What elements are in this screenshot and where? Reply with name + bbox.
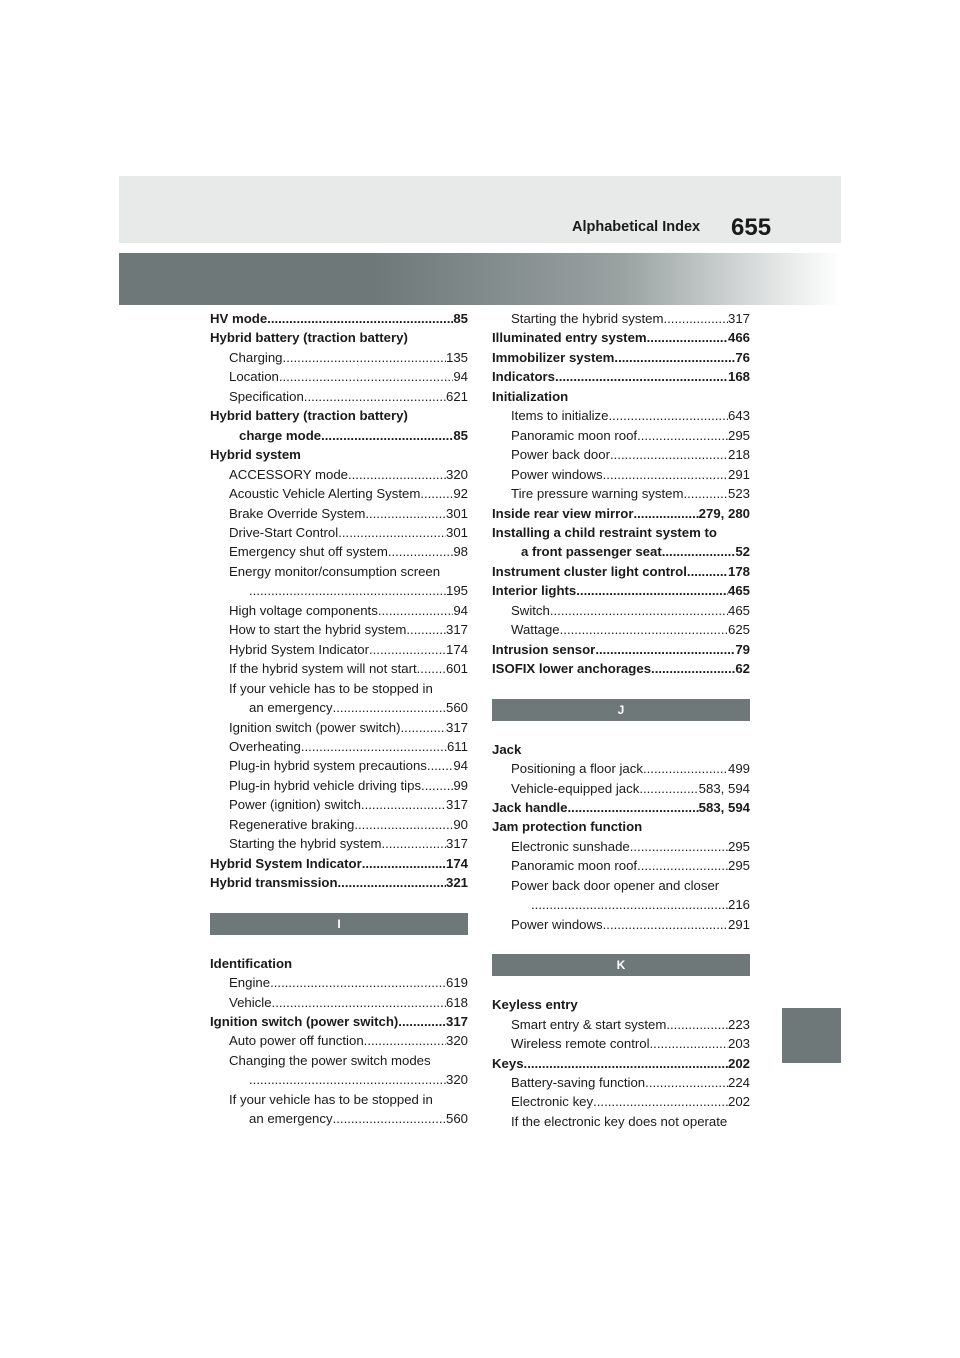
index-entry — [210, 367, 468, 386]
index-entry-page[interactable]: 279, 280 — [698, 505, 750, 521]
index-entry-page[interactable]: 625 — [727, 622, 750, 638]
index-entry — [492, 328, 750, 347]
index-entry-page[interactable]: 317 — [445, 797, 468, 813]
dot-leader — [610, 445, 728, 464]
index-entry-term: Plug-in hybrid system precautions — [229, 758, 427, 774]
spacer — [492, 934, 750, 954]
dot-leader — [338, 873, 446, 892]
index-entry-page[interactable]: 317 — [727, 311, 750, 326]
index-entry-page[interactable]: 583, 594 — [698, 799, 750, 815]
spacer — [492, 679, 750, 699]
index-entry-term: Hybrid battery (traction battery) — [210, 330, 408, 346]
index-entry — [210, 834, 468, 853]
index-entry-page[interactable]: 85 — [453, 427, 468, 443]
index-entry-term: Changing the power switch modes — [229, 1052, 431, 1068]
right-entries-list — [492, 309, 750, 679]
index-entry-term: Jack handle — [492, 799, 568, 815]
dot-leader — [650, 1034, 728, 1053]
dot-leader — [417, 659, 446, 678]
index-entry-page[interactable]: 499 — [727, 761, 750, 777]
index-entry-page[interactable]: 178 — [727, 563, 750, 579]
index-entry — [492, 523, 750, 542]
index-entry-term: Installing a child restraint system to — [492, 524, 717, 540]
index-entry-term: an emergency — [249, 700, 333, 716]
index-entry-term: HV mode — [210, 311, 268, 326]
dot-leader — [369, 640, 446, 659]
index-entry-term: If the hybrid system will not start — [229, 661, 417, 677]
index-entry-page[interactable]: 202 — [727, 1055, 750, 1071]
index-entry — [492, 856, 750, 875]
index-entry — [210, 562, 468, 581]
index-entry-page[interactable]: 465 — [727, 602, 750, 618]
section-header-k: K — [492, 954, 750, 976]
dot-leader — [421, 776, 453, 795]
dot-leader — [555, 367, 728, 386]
index-entry — [210, 640, 468, 659]
index-entry-page[interactable]: 301 — [445, 524, 468, 540]
dot-leader — [338, 523, 446, 542]
index-entry — [210, 1012, 468, 1031]
index-entry — [210, 873, 468, 892]
index-entry-term: Power windows — [511, 916, 603, 932]
index-entry-term: a front passenger seat — [521, 544, 662, 560]
index-entry-term: Acoustic Vehicle Alerting System — [229, 486, 421, 502]
index-entry-term: If your vehicle has to be stopped in — [229, 680, 433, 696]
index-entry-page[interactable]: 218 — [727, 447, 750, 463]
index-entry-page[interactable]: 560 — [445, 1111, 468, 1127]
index-entry-term: Intrusion sensor — [492, 641, 596, 657]
spacer — [492, 976, 750, 995]
index-entry-term: Plug-in hybrid vehicle driving tips — [229, 777, 422, 793]
dot-leader — [272, 993, 446, 1012]
index-entry — [210, 1051, 468, 1070]
index-entry — [492, 915, 750, 934]
index-entry — [210, 1031, 468, 1050]
section-header-i: I — [210, 913, 468, 935]
page-title: Alphabetical Index — [572, 219, 701, 235]
index-entry-term: charge mode — [239, 427, 322, 443]
index-entry — [492, 1054, 750, 1073]
index-entry-term: Vehicle — [229, 994, 272, 1010]
index-entry-page[interactable]: 317 — [445, 719, 468, 735]
index-entry-page[interactable]: 320 — [445, 1072, 468, 1088]
dot-leader — [663, 309, 728, 328]
page-number: 655 — [731, 214, 772, 241]
index-entry-page[interactable]: 94 — [453, 602, 468, 618]
index-entry — [210, 426, 468, 445]
index-entry-page[interactable]: 92 — [453, 486, 468, 502]
index-entry-term: Emergency shut off system — [229, 544, 388, 560]
index-entry-term: an emergency — [249, 1111, 333, 1127]
dot-leader — [614, 348, 735, 367]
index-entry — [492, 426, 750, 445]
dot-leader — [321, 426, 453, 445]
index-entry — [492, 601, 750, 620]
index-entry-term: Energy monitor/consumption screen — [229, 563, 441, 579]
index-entry-page[interactable]: 76 — [735, 349, 750, 365]
dot-leader — [406, 620, 446, 639]
dot-leader — [333, 698, 446, 717]
index-entry-term: Immobilizer system — [492, 349, 615, 365]
index-entry — [210, 737, 468, 756]
dot-leader — [361, 795, 446, 814]
dot-leader — [651, 659, 735, 678]
index-entry-page[interactable]: 523 — [727, 486, 750, 502]
dot-leader — [637, 856, 728, 875]
dot-leader — [683, 484, 728, 503]
index-entry-page[interactable]: 560 — [445, 700, 468, 716]
index-entry-term: Ignition switch (power switch) — [210, 1013, 399, 1029]
index-entry-page[interactable]: 618 — [445, 994, 468, 1010]
index-entry — [492, 1015, 750, 1034]
section-i-entries-list — [210, 954, 468, 1129]
index-entry-term: Engine — [229, 975, 271, 991]
index-entry-term: Hybrid system — [210, 447, 301, 463]
index-entry-term: Wireless remote control — [511, 1036, 650, 1052]
index-entry — [492, 1112, 750, 1131]
index-entry — [210, 348, 468, 367]
index-entry-page[interactable]: 295 — [727, 858, 750, 874]
dot-leader — [603, 915, 728, 934]
index-entry — [492, 562, 750, 581]
dot-leader — [249, 581, 446, 600]
dot-leader — [348, 465, 446, 484]
dot-leader — [643, 759, 728, 778]
index-entry — [210, 973, 468, 992]
index-entry-term: Hybrid System Indicator — [210, 855, 362, 871]
index-entry — [492, 387, 750, 406]
index-entry-page[interactable]: 94 — [453, 369, 468, 385]
index-entry-term: Wattage — [511, 622, 560, 638]
dot-leader — [645, 1073, 728, 1092]
index-entry-page[interactable]: 317 — [445, 1013, 468, 1029]
index-entry-page[interactable]: 195 — [445, 583, 468, 599]
index-entry — [210, 1109, 468, 1128]
index-entry — [210, 679, 468, 698]
index-entry-term: Vehicle-equipped jack — [511, 780, 640, 796]
index-entry — [492, 445, 750, 464]
index-entry — [492, 798, 750, 817]
index-entry-page[interactable]: 583, 594 — [698, 780, 750, 796]
index-entry — [210, 1070, 468, 1089]
index-entry — [492, 640, 750, 659]
index-entry-term: Panoramic moon roof — [511, 858, 638, 874]
index-entry-term: Charging — [229, 349, 283, 365]
dot-leader — [662, 542, 736, 561]
index-entry-page[interactable]: 295 — [727, 838, 750, 854]
index-entry — [492, 779, 750, 798]
chapter-side-tab — [782, 1008, 841, 1063]
section-j-entries-list — [492, 740, 750, 935]
index-entry-term: If the electronic key does not operate — [511, 1113, 728, 1129]
index-entry-page[interactable]: 291 — [727, 916, 750, 932]
dot-leader — [595, 640, 735, 659]
index-entry-page[interactable]: 643 — [727, 408, 750, 424]
index-entry-page[interactable]: 174 — [445, 855, 468, 871]
index-entry — [492, 740, 750, 759]
index-entry-term: ISOFIX lower anchorages — [492, 661, 652, 677]
index-entry-page[interactable]: 465 — [727, 583, 750, 599]
index-entry-term: Power windows — [511, 466, 603, 482]
dot-leader — [398, 1012, 446, 1031]
index-entry — [210, 523, 468, 542]
index-entry-page[interactable]: 216 — [727, 897, 750, 913]
index-entry — [210, 954, 468, 973]
index-entry-term: Starting the hybrid system — [229, 836, 382, 852]
index-entry — [492, 759, 750, 778]
index-entry-term: Smart entry & start system — [511, 1016, 667, 1032]
index-entry-term: Electronic key — [511, 1094, 594, 1110]
index-entry-page[interactable]: 202 — [727, 1094, 750, 1110]
index-entry-page[interactable]: 203 — [727, 1036, 750, 1052]
dot-leader — [301, 737, 447, 756]
index-entry — [210, 504, 468, 523]
index-entry-page[interactable]: 291 — [727, 466, 750, 482]
index-entry — [492, 620, 750, 639]
dot-leader — [333, 1109, 446, 1128]
index-entry — [492, 895, 750, 914]
index-entry — [492, 817, 750, 836]
index-entry-term: Jam protection function — [492, 819, 643, 835]
dot-leader — [560, 620, 728, 639]
dot-leader — [267, 309, 453, 328]
index-entry — [492, 1092, 750, 1111]
index-entry-page[interactable]: 62 — [735, 661, 750, 677]
index-entry — [210, 309, 468, 328]
index-entry — [492, 484, 750, 503]
index-entry — [492, 837, 750, 856]
index-entry-term: Interior lights — [492, 583, 577, 599]
dot-leader — [378, 601, 454, 620]
index-entry — [210, 328, 468, 347]
index-entry-term: Hybrid battery (traction battery) — [210, 408, 408, 424]
index-entry-page[interactable]: 168 — [727, 369, 750, 385]
dot-leader — [531, 895, 728, 914]
index-entry-term: Power (ignition) switch — [229, 797, 361, 813]
dot-leader — [568, 798, 699, 817]
index-entry-term: Starting the hybrid system — [511, 311, 664, 326]
index-column-right — [492, 309, 750, 1131]
index-entry-page[interactable]: 94 — [453, 758, 468, 774]
index-entry-page[interactable]: 601 — [445, 661, 468, 677]
dot-leader — [633, 504, 698, 523]
dot-leader — [283, 348, 446, 367]
index-entry-page[interactable]: 466 — [727, 330, 750, 346]
index-entry — [210, 776, 468, 795]
dot-leader — [647, 328, 728, 347]
index-entry-term: Specification — [229, 388, 304, 404]
index-entry-page[interactable]: 619 — [445, 975, 468, 991]
index-entry-page[interactable]: 317 — [445, 836, 468, 852]
index-entry — [210, 484, 468, 503]
index-entry-page[interactable]: 85 — [453, 311, 468, 326]
index-entry-page[interactable]: 321 — [445, 875, 468, 891]
index-entry — [492, 542, 750, 561]
index-entry-term: Instrument cluster light control — [492, 563, 687, 579]
index-entry — [210, 659, 468, 678]
index-entry-page[interactable]: 611 — [446, 738, 468, 754]
dot-leader — [576, 581, 728, 600]
index-entry — [492, 1073, 750, 1092]
index-entry-term: Battery-saving function — [511, 1074, 646, 1090]
index-entry — [210, 465, 468, 484]
dot-leader — [637, 426, 728, 445]
index-entry — [492, 367, 750, 386]
index-entry — [492, 659, 750, 678]
index-entry-term: How to start the hybrid system — [229, 622, 407, 638]
index-entry-term: Keyless entry — [492, 997, 578, 1013]
index-entry-term: Keys — [492, 1055, 524, 1071]
dot-leader — [249, 1070, 446, 1089]
spacer — [210, 893, 468, 913]
dot-leader — [304, 387, 446, 406]
index-entry — [492, 465, 750, 484]
index-entry-term: Auto power off function — [229, 1033, 364, 1049]
dot-leader — [365, 504, 446, 523]
index-entry — [492, 504, 750, 523]
index-entry-term: Initialization — [492, 388, 569, 404]
index-entry-page[interactable]: 301 — [445, 505, 468, 521]
index-entry-term: Hybrid transmission — [210, 875, 338, 891]
index-entry — [210, 620, 468, 639]
dot-leader — [603, 465, 728, 484]
index-entry-term: Brake Override System — [229, 505, 366, 521]
index-entry — [210, 718, 468, 737]
dot-leader — [362, 854, 446, 873]
index-entry-term: Hybrid System Indicator — [229, 641, 369, 657]
index-entry — [210, 542, 468, 561]
dot-leader — [354, 815, 453, 834]
dot-leader — [381, 834, 446, 853]
dot-leader — [687, 562, 728, 581]
index-entry — [492, 876, 750, 895]
spacer — [492, 721, 750, 740]
index-entry — [210, 698, 468, 717]
index-entry-page[interactable]: 317 — [445, 622, 468, 638]
index-entry-term: Regenerative braking — [229, 816, 355, 832]
index-entry — [210, 445, 468, 464]
dot-leader — [388, 542, 454, 561]
index-entry-term: Indicators — [492, 369, 556, 385]
dot-leader — [270, 973, 446, 992]
index-entry-term: Inside rear view mirror — [492, 505, 634, 521]
index-entry-term: Positioning a floor jack — [511, 761, 643, 777]
index-entry — [210, 756, 468, 775]
index-entry-term: ACCESSORY mode — [229, 466, 348, 482]
index-entry — [492, 309, 750, 328]
index-entry-page[interactable]: 98 — [453, 544, 468, 560]
index-entry-term: Items to initialize — [511, 408, 609, 424]
dot-leader — [364, 1031, 446, 1050]
dot-leader — [420, 484, 453, 503]
index-entry-term: Identification — [210, 955, 293, 971]
index-entry — [492, 1034, 750, 1053]
index-entry — [492, 995, 750, 1014]
dot-leader — [279, 367, 453, 386]
index-entry-term: Power back door — [511, 447, 610, 463]
index-entry-page[interactable]: 99 — [453, 777, 468, 793]
dot-leader — [550, 601, 728, 620]
index-entry-term: Electronic sunshade — [511, 838, 630, 854]
index-entry-term: Power back door opener and closer — [511, 877, 720, 893]
dot-leader — [639, 779, 698, 798]
index-entry-page[interactable]: 135 — [445, 349, 468, 365]
index-column-left — [210, 309, 468, 1129]
index-entry-page[interactable]: 223 — [727, 1016, 750, 1032]
index-entry — [210, 406, 468, 425]
index-entry-page[interactable]: 174 — [445, 641, 468, 657]
section-k-entries-list — [492, 995, 750, 1131]
index-entry — [210, 815, 468, 834]
index-entry-term: Ignition switch (power switch) — [229, 719, 401, 735]
index-entry-term: Switch — [511, 602, 550, 618]
index-entry-term: Tire pressure warning system — [511, 486, 684, 502]
index-entry — [210, 581, 468, 600]
index-entry — [210, 795, 468, 814]
index-entry-term: Jack — [492, 741, 522, 757]
index-entry-page[interactable]: 320 — [445, 466, 468, 482]
dot-leader — [524, 1054, 728, 1073]
index-entry-page[interactable]: 90 — [453, 816, 468, 832]
index-entry — [210, 601, 468, 620]
spacer — [210, 935, 468, 954]
index-entry — [210, 993, 468, 1012]
index-entry — [492, 581, 750, 600]
dot-leader — [401, 718, 446, 737]
dot-leader — [427, 756, 453, 775]
left-entries-list — [210, 309, 468, 893]
index-entry-term: Overheating — [229, 738, 301, 754]
index-entry-page[interactable]: 79 — [735, 641, 750, 657]
index-entry-page[interactable]: 621 — [445, 388, 468, 404]
index-entry — [210, 387, 468, 406]
dot-leader — [630, 837, 728, 856]
index-entry — [492, 406, 750, 425]
section-header-j: J — [492, 699, 750, 721]
index-entry-term: Panoramic moon roof — [511, 427, 638, 443]
index-entry — [210, 1090, 468, 1109]
index-entry-page[interactable]: 320 — [445, 1033, 468, 1049]
index-entry-term: If your vehicle has to be stopped in — [229, 1091, 433, 1107]
index-entry-term: Drive-Start Control — [229, 524, 339, 540]
decorative-gradient-band — [119, 253, 841, 305]
index-entry-page[interactable]: 224 — [727, 1074, 750, 1090]
index-entry — [492, 348, 750, 367]
index-entry-page[interactable]: 295 — [727, 427, 750, 443]
index-entry-term: Location — [229, 369, 279, 385]
index-entry-term: High voltage components — [229, 602, 378, 618]
dot-leader — [608, 406, 728, 425]
dot-leader — [666, 1015, 728, 1034]
index-entry-term: Illuminated entry system — [492, 330, 647, 346]
dot-leader — [593, 1092, 728, 1111]
index-entry — [210, 854, 468, 873]
index-entry-page[interactable]: 52 — [735, 544, 750, 560]
